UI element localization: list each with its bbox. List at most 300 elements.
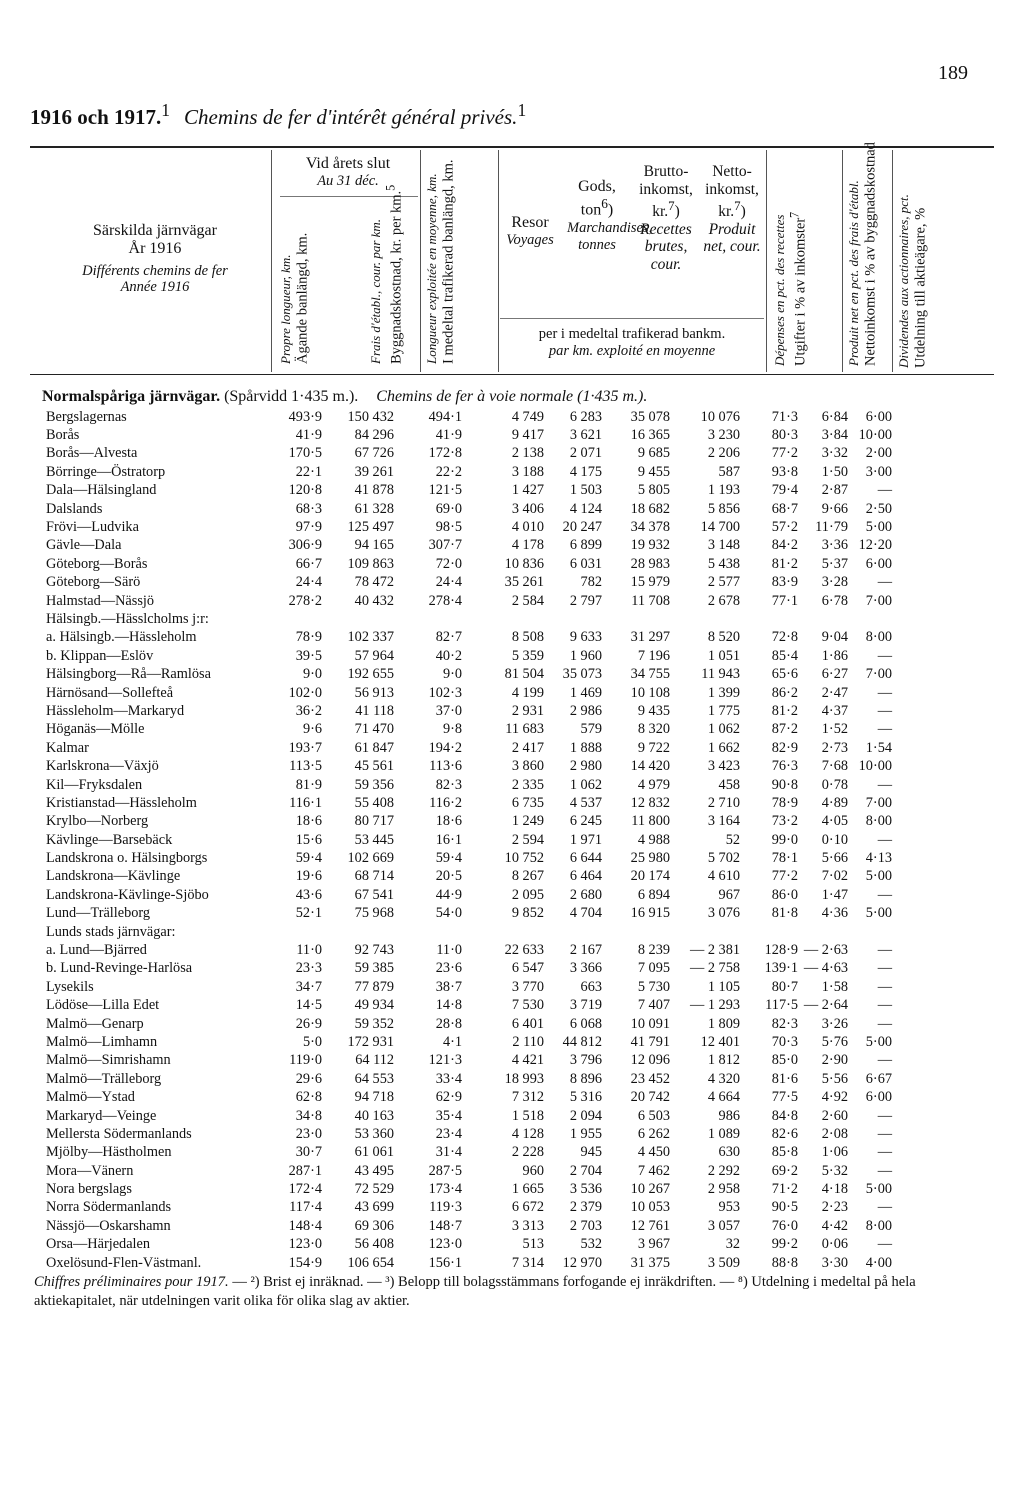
cell-c10: [852, 610, 896, 628]
per-km-header: per i medeltal trafikerad bankm. par km. exploité en moyenne: [538, 326, 726, 359]
cell-c8: 71·2: [771, 1181, 798, 1198]
railway-name: Hässleholm—Markaryd: [46, 702, 185, 719]
table-row: [46, 868, 896, 886]
railway-name: Markaryd—Veinge: [46, 1107, 157, 1124]
table-row: [46, 721, 896, 739]
cell-c2: 56 913: [354, 684, 394, 701]
cell-c3: 14·8: [435, 997, 462, 1014]
header-divider: [498, 150, 499, 372]
cell-c9: 5·32: [821, 1162, 848, 1179]
cell-c1: 34·8: [295, 1107, 322, 1124]
cell-c7: — 2 758: [689, 960, 740, 977]
cell-c4: 5 359: [511, 647, 544, 664]
cell-c9: 0·10: [821, 831, 848, 848]
cell-c1: 172·4: [288, 1181, 322, 1198]
cell-c6: 9 455: [637, 463, 670, 480]
cell-c6: 7 196: [637, 647, 670, 664]
cell-c1: 81·9: [295, 776, 322, 793]
cell-c3: 37·0: [435, 702, 462, 719]
cell-c3: 121·5: [428, 482, 462, 499]
cell-c3: 494·1: [428, 408, 462, 425]
cell-c7: 8 520: [707, 629, 740, 646]
railway-name: Kävlinge—Barsebäck: [46, 831, 173, 848]
cell-c10: 5·00: [865, 1033, 892, 1050]
cell-c2: [326, 610, 398, 628]
cell-c6: 11 708: [631, 592, 670, 609]
cell-c4: 9 852: [511, 905, 544, 922]
cell-c2: 192 655: [347, 666, 394, 683]
cell-c8: 139·1: [764, 960, 798, 977]
table-row: [46, 647, 896, 665]
cell-c6: 11 800: [631, 813, 670, 830]
cell-c2: 71 470: [354, 721, 394, 738]
cell-c4: [466, 923, 548, 941]
table-row: [46, 463, 896, 481]
cell-c8: 71·3: [771, 408, 798, 425]
railway-name: Malmö—Simrishamn: [46, 1052, 171, 1069]
col-goods-header: Gods, ton$^6$) Marchandises, tonnes: [567, 178, 653, 253]
cell-c3: 31·4: [435, 1144, 462, 1161]
cell-c5: 6 644: [569, 850, 602, 867]
cell-c2: 45 561: [354, 758, 394, 775]
cell-c10: 2·50: [865, 500, 892, 517]
cell-c4: 2 335: [511, 776, 544, 793]
cell-c5: 6 068: [569, 1015, 602, 1032]
cell-c1: 170·5: [288, 445, 322, 462]
cell-c1: 34·7: [295, 978, 322, 995]
table-row: [46, 482, 896, 500]
cell-c5: 532: [580, 1236, 602, 1253]
cell-c6: 14 420: [630, 758, 670, 775]
cell-c1: 120·8: [288, 482, 322, 499]
cell-c4: 2 584: [511, 592, 544, 609]
cell-c7: 1 105: [707, 978, 740, 995]
cell-c9: 2·08: [821, 1125, 848, 1142]
cell-c8: 79·4: [771, 482, 798, 499]
cell-c9: 5·66: [821, 850, 848, 867]
cell-c10: 8·00: [865, 629, 892, 646]
cell-c3: 121·3: [428, 1052, 462, 1069]
cell-c9: 1·86: [821, 647, 848, 664]
cell-c4: 10 752: [504, 850, 544, 867]
table-row: [46, 1236, 896, 1254]
railway-name: Dalslands: [46, 500, 103, 517]
cell-c1: 278·2: [288, 592, 322, 609]
cell-c10: 10·00: [858, 758, 892, 775]
cell-c7: 587: [718, 463, 740, 480]
cell-c3: 16·1: [435, 831, 462, 848]
cell-c9: 1·50: [821, 463, 848, 480]
cell-c6: 5 730: [637, 978, 670, 995]
cell-c5: 1 955: [569, 1125, 602, 1142]
cell-c3: 194·2: [428, 739, 462, 756]
cell-c7: 1 089: [707, 1125, 740, 1142]
cell-c4: 6 672: [511, 1199, 544, 1216]
cell-c6: 3 967: [637, 1236, 670, 1253]
railway-name: Orsa—Härjedalen: [46, 1236, 151, 1253]
cell-c9: 9·66: [821, 500, 848, 517]
cell-c3: 23·6: [435, 960, 462, 977]
cell-c8: 65·6: [771, 666, 798, 683]
cell-c6: 34 755: [630, 666, 670, 683]
table-row: [46, 610, 896, 628]
cell-c5: 2 986: [569, 702, 602, 719]
cell-c7: 1 809: [707, 1015, 740, 1032]
cell-c7: 458: [718, 776, 740, 793]
cell-c7: 3 230: [707, 427, 740, 444]
cell-c7: 52: [725, 831, 740, 848]
cell-c8: 85·4: [771, 647, 798, 664]
cell-c1: 5·0: [302, 1033, 322, 1050]
cell-c9: 4·89: [821, 794, 848, 811]
cell-c4: 7 530: [511, 997, 544, 1014]
cell-c9: 7·02: [821, 868, 848, 885]
cell-c5: 579: [580, 721, 602, 738]
cell-c4: 2 095: [511, 886, 544, 903]
cell-c10: —: [877, 831, 892, 848]
cell-c7: 11 943: [701, 666, 740, 683]
cell-c7: 1 399: [707, 684, 740, 701]
title-french-footnote: 1: [517, 100, 527, 120]
cell-c8: 69·2: [771, 1162, 798, 1179]
cell-c3: 44·9: [435, 886, 462, 903]
cell-c9: 5·56: [821, 1070, 848, 1087]
cell-c4: 1 518: [511, 1107, 544, 1124]
cell-c1: 22·1: [295, 463, 322, 480]
cell-c9: 0·78: [821, 776, 848, 793]
railway-name: Hälsingb.—Hässlcholms j:r:: [46, 610, 209, 627]
cell-c9: 1·58: [821, 978, 848, 995]
cell-c5: 6 283: [569, 408, 602, 425]
cell-c5: 3 621: [569, 427, 602, 444]
cell-c5: [548, 923, 606, 941]
railway-header-fr: Différents chemins de fer: [82, 262, 228, 279]
cell-c8: 83·9: [771, 574, 798, 591]
cell-c5: 2 704: [569, 1162, 602, 1179]
cell-c6: 8 320: [637, 721, 670, 738]
cell-c3: 173·4: [428, 1181, 462, 1198]
cell-c1: 29·6: [295, 1070, 322, 1087]
cell-c5: 3 719: [569, 997, 602, 1014]
cell-c3: 278·4: [428, 592, 462, 609]
cell-c6: 19 932: [630, 537, 670, 554]
cell-c7: 953: [718, 1199, 740, 1216]
cell-c2: 102 337: [347, 629, 394, 646]
cell-c7: 2 577: [707, 574, 740, 591]
cell-c5: 2 379: [569, 1199, 602, 1216]
cell-c3: 69·0: [435, 500, 462, 517]
cell-c7: 630: [718, 1144, 740, 1161]
table-row: [46, 1125, 896, 1143]
table-row: [46, 1254, 896, 1272]
cell-c3: 123·0: [428, 1236, 462, 1253]
cell-c5: 1 971: [569, 831, 602, 848]
cell-c8: 76·0: [771, 1217, 798, 1234]
header-top-rule: [30, 146, 994, 148]
cell-c9: — 4·63: [803, 960, 848, 977]
cell-c10: —: [877, 1236, 892, 1253]
cell-c7: 2 678: [707, 592, 740, 609]
cell-c10: 6·67: [865, 1070, 892, 1087]
cell-c1: 287·1: [288, 1162, 322, 1179]
header-divider: [766, 150, 767, 372]
railway-name: Borås: [46, 427, 80, 444]
cell-c8: 81·2: [771, 702, 798, 719]
cell-c9: 6·27: [821, 666, 848, 683]
cell-c7: [674, 923, 744, 941]
cell-c9: 3·84: [821, 427, 848, 444]
cell-c7: 3 148: [707, 537, 740, 554]
cell-c4: 6 401: [511, 1015, 544, 1032]
year-header-fr: Année 1916: [120, 279, 190, 296]
cell-c5: 4 124: [569, 500, 602, 517]
cell-c7: 3 076: [707, 905, 740, 922]
cell-c6: 12 832: [630, 794, 670, 811]
cell-c9: 2·87: [821, 482, 848, 499]
cell-c9: 3·30: [821, 1254, 848, 1271]
cell-c7: 2 206: [707, 445, 740, 462]
cell-c2: 40 432: [354, 592, 394, 609]
cell-c8: 72·8: [771, 629, 798, 646]
cell-c4: 2 417: [511, 739, 544, 756]
cell-c9: 0·06: [821, 1236, 848, 1253]
cell-c6: 7 095: [637, 960, 670, 977]
cell-c3: 59·4: [435, 850, 462, 867]
cell-c1: [274, 923, 326, 941]
cell-c5: 8 896: [569, 1070, 602, 1087]
cell-c10: —: [877, 684, 892, 701]
cell-c5: 4 537: [569, 794, 602, 811]
cell-c8: 86·2: [771, 684, 798, 701]
railway-name: a. Lund—Bjärred: [46, 942, 147, 959]
cell-c7: 5 856: [707, 500, 740, 517]
cell-c9: 11·79: [815, 519, 848, 536]
railway-name: Nora bergslags: [46, 1181, 132, 1198]
col-mean-length-header: Longueur exploitée en moyenne, km. I medeltal trafikerad banlängd, km.: [424, 159, 457, 364]
cell-c2: 67 541: [354, 886, 394, 903]
cell-c5: [548, 610, 606, 628]
cell-c10: 10·00: [858, 427, 892, 444]
cell-c4: 4 749: [511, 408, 544, 425]
cell-c9: 5·76: [821, 1033, 848, 1050]
section-gauge: (Spårvidd 1·435 m.).: [224, 388, 359, 405]
cell-c5: 6 464: [569, 868, 602, 885]
cell-c2: 55 408: [354, 794, 394, 811]
cell-c3: 62·9: [435, 1089, 462, 1106]
cell-c9: — 2·63: [803, 942, 848, 959]
cell-c6: [606, 610, 674, 628]
cell-c1: 11·0: [296, 942, 322, 959]
cell-c8: 87·2: [771, 721, 798, 738]
cell-c10: —: [877, 721, 892, 738]
cell-c10: —: [877, 1125, 892, 1142]
cell-c4: 81 504: [504, 666, 544, 683]
cell-c6: 10 108: [630, 684, 670, 701]
table-row: [46, 500, 896, 518]
railway-name: Höganäs—Mölle: [46, 721, 145, 738]
cell-c2: [326, 923, 398, 941]
railway-name: Mellersta Södermanlands: [46, 1125, 192, 1142]
cell-c10: —: [877, 942, 892, 959]
cell-c2: 84 296: [354, 427, 394, 444]
cell-c8: 78·1: [771, 850, 798, 867]
table-row: [46, 813, 896, 831]
col-net-header: Netto-inkomst, kr.$^7$) Produit net, cour.: [703, 163, 761, 256]
cell-c8: 117·5: [765, 997, 798, 1014]
cell-c1: 24·4: [295, 574, 322, 591]
cell-c7: 12 401: [700, 1033, 740, 1050]
cell-c5: 12 970: [562, 1254, 602, 1271]
cell-c5: 9 633: [569, 629, 602, 646]
cell-c6: 25 980: [630, 850, 670, 867]
railway-name: Lödöse—Lilla Edet: [46, 997, 160, 1014]
cell-c7: 2 292: [707, 1162, 740, 1179]
cell-c5: 44 812: [562, 1033, 602, 1050]
header-divider: [892, 150, 893, 372]
cell-c10: —: [877, 647, 892, 664]
cell-c8: 99·0: [771, 831, 798, 848]
cell-c3: [398, 923, 466, 941]
header-divider: [271, 150, 272, 372]
cell-c6: 10 091: [630, 1015, 670, 1032]
cell-c8: 80·7: [771, 978, 798, 995]
cell-c6: 9 722: [637, 739, 670, 756]
cell-c10: —: [877, 960, 892, 977]
cell-c5: 5 316: [569, 1089, 602, 1106]
cell-c6: 15 979: [630, 574, 670, 591]
cell-c10: 5·00: [865, 905, 892, 922]
cell-c1: 14·5: [295, 997, 322, 1014]
cell-c3: 82·7: [435, 629, 462, 646]
cell-c2: 67 726: [354, 445, 394, 462]
cell-c9: [802, 923, 852, 941]
cell-c8: 78·9: [771, 794, 798, 811]
cell-c1: 15·6: [295, 831, 322, 848]
railway-name: Gävle—Dala: [46, 537, 122, 554]
cell-c7: 986: [718, 1107, 740, 1124]
railway-name: Bergslagernas: [46, 408, 127, 425]
cell-c5: 6 899: [569, 537, 602, 554]
railway-name: Malmö—Genarp: [46, 1015, 144, 1032]
cell-c7: — 2 381: [689, 942, 740, 959]
cell-c5: 4 704: [569, 905, 602, 922]
cell-c4: 9 417: [511, 427, 544, 444]
cell-c6: 31 375: [630, 1254, 670, 1271]
year-header-sv: År 1916: [128, 240, 182, 258]
cell-c6: 16 915: [630, 905, 670, 922]
cell-c7: 5 438: [707, 555, 740, 572]
cell-c1: 68·3: [295, 500, 322, 517]
cell-c5: 1 469: [569, 684, 602, 701]
railway-name: b. Klippan—Eslöv: [46, 647, 154, 664]
year-end-fr: Au 31 déc.: [317, 173, 379, 190]
cell-c10: —: [877, 1162, 892, 1179]
cell-c1: 102·0: [288, 684, 322, 701]
cell-c4: 2 228: [511, 1144, 544, 1161]
cell-c10: 7·00: [865, 794, 892, 811]
cell-c9: 1·06: [821, 1144, 848, 1161]
cell-c5: 3 536: [569, 1181, 602, 1198]
header-bottom-rule: [30, 374, 994, 375]
table-row: [46, 1217, 896, 1235]
cell-c9: 2·90: [821, 1052, 848, 1069]
cell-c8: 80·3: [771, 427, 798, 444]
table-row: [46, 1033, 896, 1051]
table-row: [46, 1199, 896, 1217]
cell-c3: 9·0: [442, 666, 462, 683]
cell-c2: 64 553: [354, 1070, 394, 1087]
cell-c7: — 1 293: [689, 997, 740, 1014]
cell-c9: 2·73: [821, 739, 848, 756]
railway-name: Nässjö—Oskarshamn: [46, 1217, 171, 1234]
cell-c6: 10 267: [630, 1181, 670, 1198]
cell-c4: 1 249: [511, 813, 544, 830]
cell-c10: 4·13: [865, 850, 892, 867]
cell-c8: 82·6: [771, 1125, 798, 1142]
cell-c9: 1·52: [821, 721, 848, 738]
cell-c7: 5 702: [707, 850, 740, 867]
cell-c10: 4·00: [865, 1254, 892, 1271]
cell-c10: 6·00: [865, 555, 892, 572]
cell-c10: 7·00: [865, 592, 892, 609]
cell-c8: 84·8: [771, 1107, 798, 1124]
railway-name: Börringe—Östratorp: [46, 463, 166, 480]
cell-c6: 35 078: [630, 408, 670, 425]
table-row: [46, 665, 896, 683]
cell-c5: 945: [580, 1144, 602, 1161]
col-net-pct-header: Produit net en pct. des frais d'établ. Nettoinkomst i % av byggnadskostnad: [846, 142, 879, 366]
cell-c3: 35·4: [435, 1107, 462, 1124]
cell-c4: 8 508: [511, 629, 544, 646]
cell-c1: 66·7: [295, 555, 322, 572]
table-row: [46, 1070, 896, 1088]
cell-c1: [274, 610, 326, 628]
cell-c1: 306·9: [288, 537, 322, 554]
cell-c8: 90·8: [771, 776, 798, 793]
cell-c2: 77 879: [354, 978, 394, 995]
cell-c3: 20·5: [435, 868, 462, 885]
footnote-text: — ²) Brist ej inräknad. — ³) Belopp till bolagsstämmans forfogande ej inräkdriften. — ⁸) Utdelning i medeltal på hela aktiekapitalet, när utdelningen varit olika för olika slag av aktier.: [34, 1274, 916, 1309]
cell-c8: 77·1: [771, 592, 798, 609]
cell-c2: 64 112: [355, 1052, 394, 1069]
cell-c9: 5·37: [821, 555, 848, 572]
cell-c8: 88·8: [771, 1254, 798, 1271]
cell-c4: 3 313: [511, 1217, 544, 1234]
cell-c8: 57·2: [771, 519, 798, 536]
cell-c5: 1 062: [569, 776, 602, 793]
table-row: [46, 1107, 896, 1125]
cell-c9: 7·68: [821, 758, 848, 775]
cell-c9: 4·37: [821, 702, 848, 719]
table-row: [46, 776, 896, 794]
cell-c10: [852, 923, 896, 941]
cell-c2: 68 714: [354, 868, 394, 885]
cell-c4: 513: [522, 1236, 544, 1253]
cell-c6: 5 805: [637, 482, 670, 499]
cell-c2: 94 718: [354, 1089, 394, 1106]
cell-c3: 4·1: [442, 1033, 462, 1050]
railway-header-sv: Särskilda järnvägar: [93, 222, 217, 239]
cell-c7: 1 775: [707, 702, 740, 719]
cell-c2: 172 931: [347, 1033, 394, 1050]
cell-c2: 109 863: [347, 555, 394, 572]
cell-c10: 6·00: [865, 1089, 892, 1106]
cell-c10: —: [877, 886, 892, 903]
cell-c3: 41·9: [435, 427, 462, 444]
table-row: [46, 941, 896, 959]
cell-c3: 82·3: [435, 776, 462, 793]
table-row: [46, 757, 896, 775]
